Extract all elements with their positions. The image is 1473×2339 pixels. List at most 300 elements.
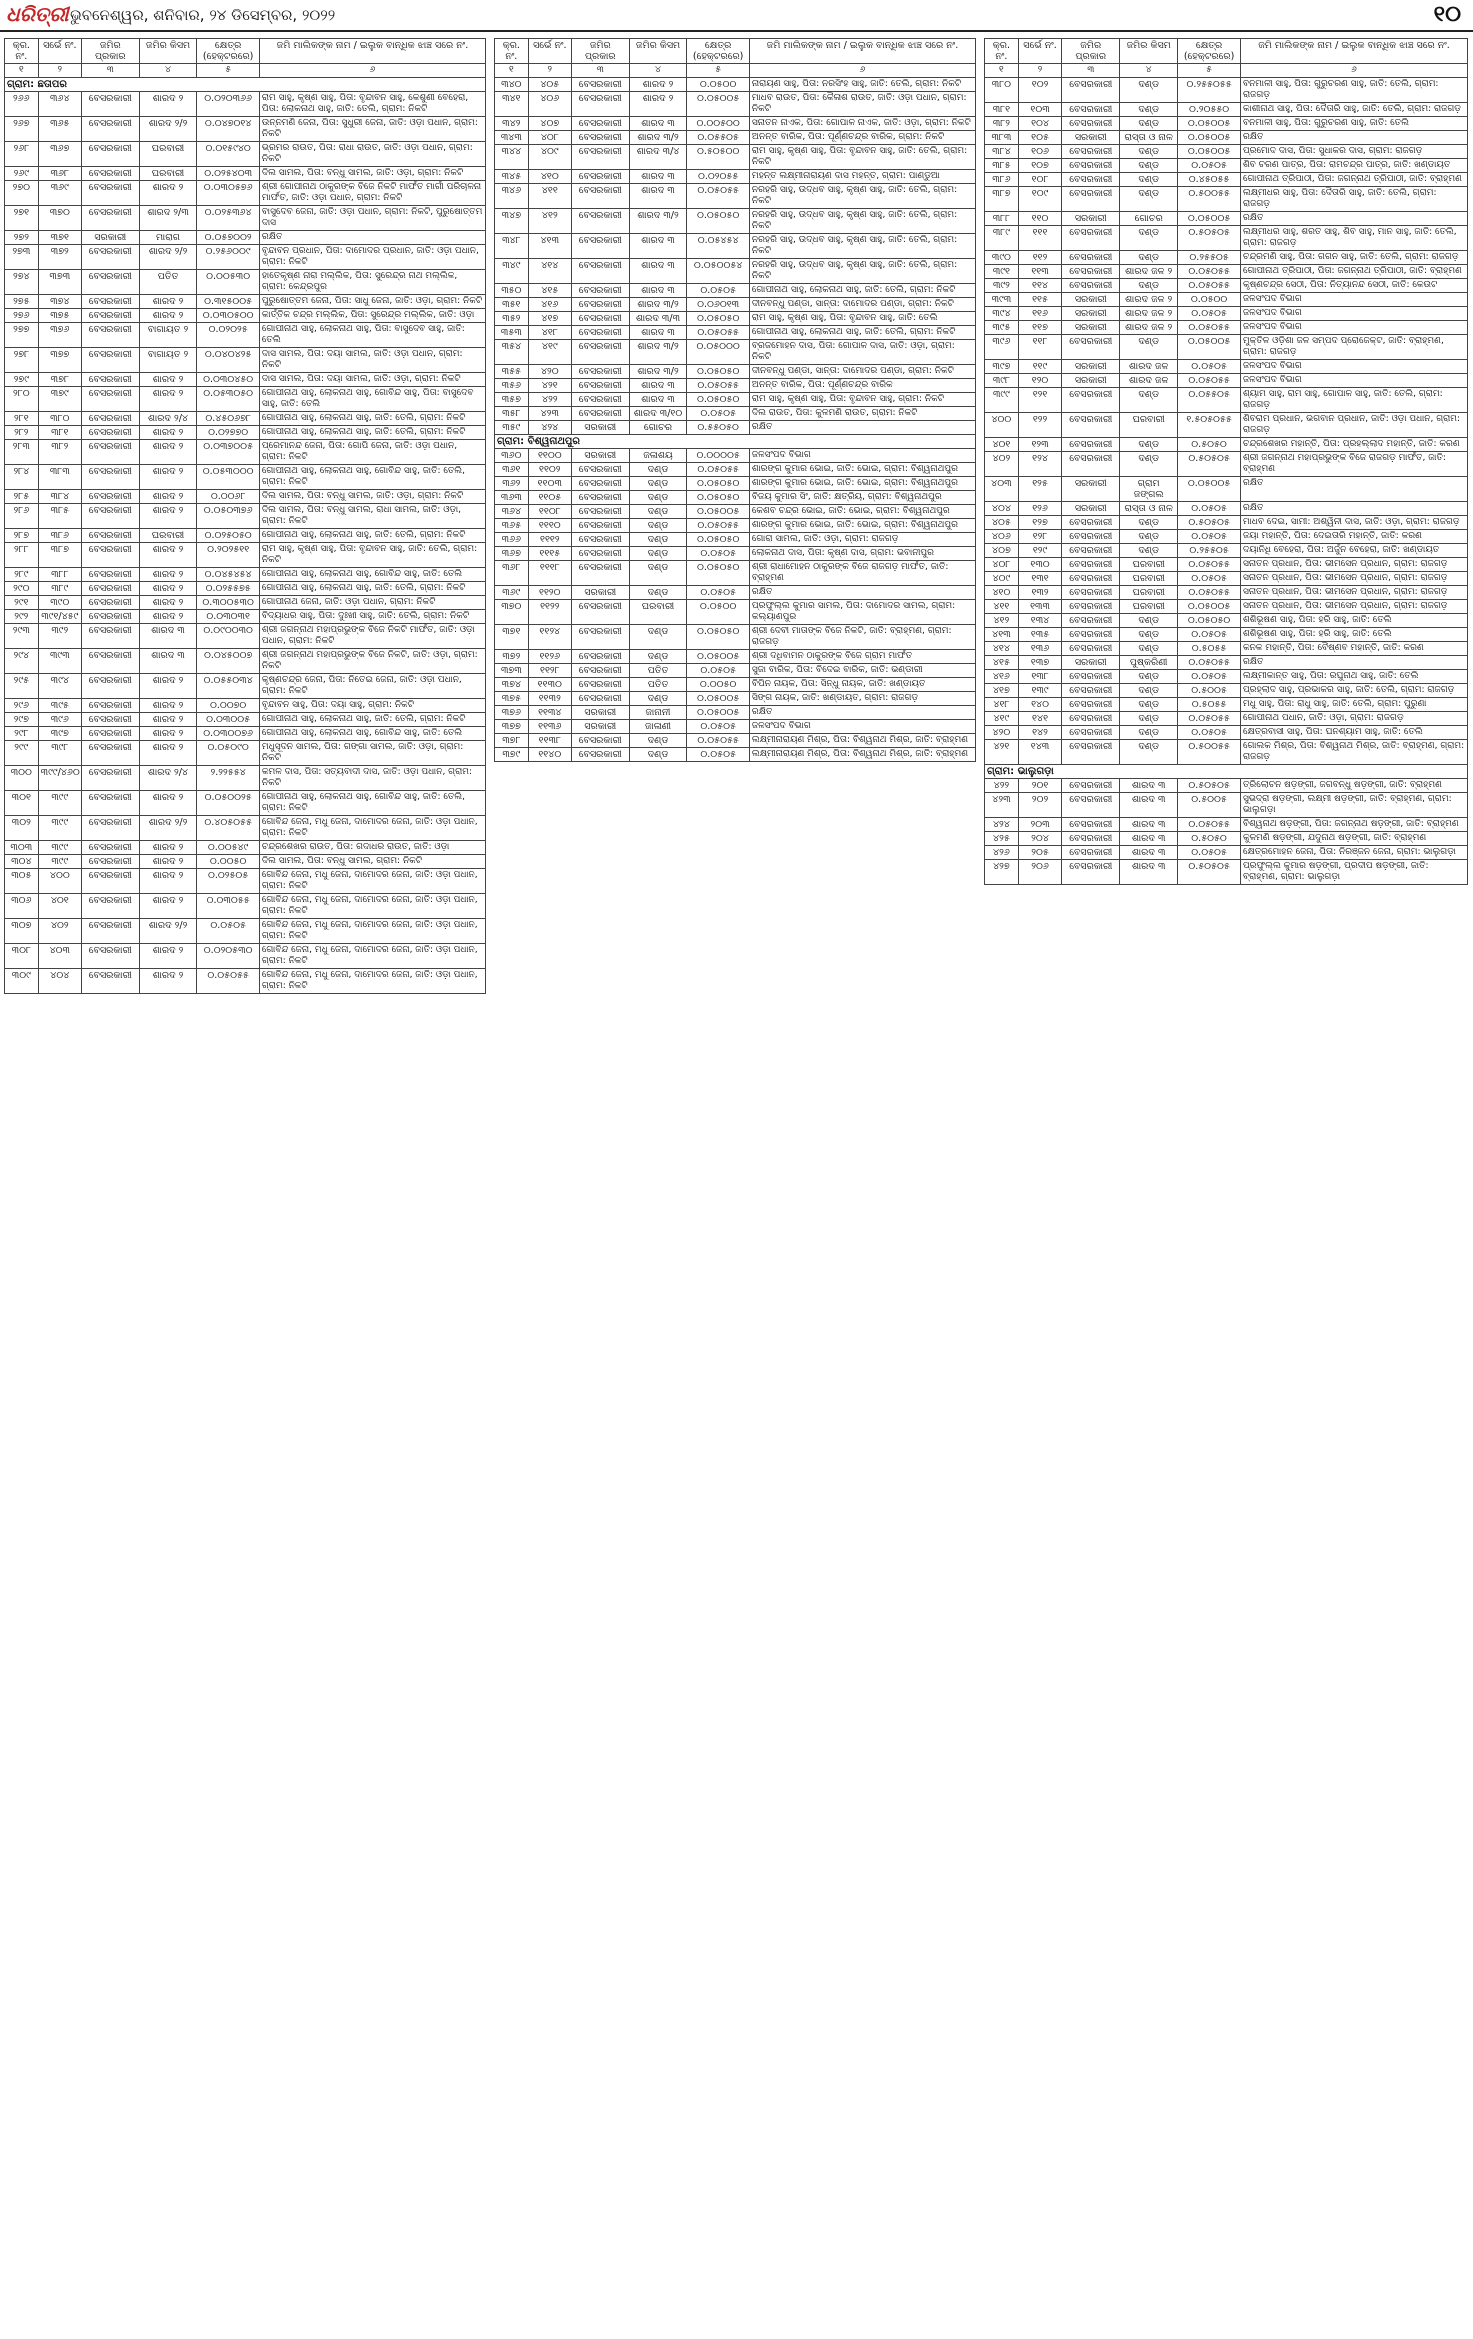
table-cell: ୧୪୨	[1018, 726, 1061, 740]
table-cell: ରାମ ସାହୁ, କୃଷ୍ଣ ସାହୁ, ପିତା: ବୃନ୍ଦାବନ ସାହୁ, ଜାତି: ତେଲି	[749, 312, 975, 326]
table-row	[985, 656, 1468, 670]
table-cell: ୪୧୫	[528, 284, 571, 298]
table-cell: ବାଗାୟତ ୨	[139, 323, 197, 348]
table-cell: ୪୧୩	[985, 628, 1019, 642]
table-cell: ଜାନାନୀ	[629, 706, 687, 720]
table-cell: ଦଣ୍ଡ	[629, 692, 687, 706]
table-cell: ଶାରଦ ୩	[1120, 860, 1178, 885]
table-cell: ୦.୦୫୦୫୫	[687, 463, 750, 477]
table-cell: ଗୋବିନ୍ଦ ଜେନା, ମଧୁ ଜେନା, ଦାମୋଦର ଜେନା, ଜାତି: ଓଡ଼ା ପଧାନ, ଗ୍ରାମ: ନିକଟି	[259, 816, 485, 841]
table-row	[985, 516, 1468, 530]
table-cell: ସରକାରୀ	[81, 231, 139, 245]
column-header: କ୍ଷେତ୍ର (ହେକ୍ଟରରେ)	[197, 39, 260, 64]
table-cell: ଶାରଦ ୩/୨	[629, 365, 687, 379]
table-cell: ବେସରକାରୀ	[81, 944, 139, 969]
table-cell: ୧୩୩	[1018, 600, 1061, 614]
table-row	[495, 734, 976, 748]
table-row	[495, 284, 976, 298]
table-cell: ୦.୦୩୦୫୭୬	[197, 181, 260, 206]
table-cell: କ୍ଷେତ୍ରବାସୀ ସାହୁ, ପିତା: ଘନଶ୍ୟାମ ସାହୁ, ଜାତି: ତେଲି	[1240, 726, 1467, 740]
table-cell: ଗ୍ରାମ ଜଙ୍ଗଲ	[1120, 477, 1178, 502]
table-cell: ଶାରଦ ୨	[139, 841, 197, 855]
table-cell: ଦଣ୍ଡ	[1120, 614, 1178, 628]
table-cell: ୩୭୦	[495, 600, 529, 625]
table-cell: ପୁରୁଷୋତ୍ତମ ଜେନା, ପିତା: ସାଧୁ ଜେନା, ଜାତି: ଓଡ଼ା, ଗ୍ରାମ: ନିକଟି	[259, 295, 485, 309]
table-cell: ଶାରଦ ୨	[139, 727, 197, 741]
column-number: ୧	[5, 64, 39, 78]
table-cell: ବେସରକାରୀ	[1062, 558, 1120, 572]
table-row	[5, 348, 486, 373]
table-cell: ଶଶିଭୂଷଣ ସାହୁ, ପିତା: ହରି ସାହୁ, ଜାତି: ତେଲି	[1240, 628, 1467, 642]
table-cell: ୦.୦୫୦୦୫	[1178, 212, 1241, 226]
table-cell: ୪୧୦	[528, 170, 571, 184]
table-cell: ବେସରକାରୀ	[571, 664, 629, 678]
table-cell: ୨୯୨	[5, 610, 39, 624]
table-cell: ୪୧୭	[985, 684, 1019, 698]
village-name: ଗ୍ରାମ: ବିଶ୍ୱନାଥପୁର	[495, 435, 976, 449]
table-row	[495, 491, 976, 505]
table-row	[985, 187, 1468, 212]
table-row	[495, 720, 976, 734]
table-cell: ଲକ୍ଷ୍ମୀଧର ସାହୁ, ପିତା: ଦୈତାରି ସାହୁ, ଜାତି: ତେଲି, ଗ୍ରାମ: ରାଜଗଡ଼	[1240, 187, 1467, 212]
table-cell: ୦.୨୫୫୦୫	[1178, 544, 1241, 558]
table-row	[985, 413, 1468, 438]
table-cell: ୪୨୩	[528, 407, 571, 421]
table-row	[5, 529, 486, 543]
table-cell: ୧୨୧	[1018, 388, 1061, 413]
table-cell: ୩୭୩	[38, 270, 81, 295]
table-cell: ଶଶିଭୂଷଣ ସାହୁ, ପିତା: ହରି ସାହୁ, ଜାତି: ତେଲି	[1240, 614, 1467, 628]
table-cell: ୦.୫୦୫୦	[1178, 438, 1241, 452]
table-cell: ୦.୦୫୦୫	[1178, 502, 1241, 516]
table-cell: ୧୧୯	[1018, 360, 1061, 374]
table-cell: ୦.୦୫୦୫	[1178, 670, 1241, 684]
table-cell: ଶାରଦ ଜଳ	[1120, 374, 1178, 388]
column-number: ୫	[1178, 64, 1241, 78]
table-cell: ବେସରକାରୀ	[81, 504, 139, 529]
table-cell: ବେସରକାରୀ	[81, 323, 139, 348]
table-cell: ଅନନ୍ତ ବାରିକ, ପିତା: ପୂର୍ଣ୍ଣଚନ୍ଦ୍ର ବାରିକ	[749, 379, 975, 393]
table-row	[5, 142, 486, 167]
table-cell: ଦଣ୍ଡ	[1120, 530, 1178, 544]
table-cell: ୩୬୮	[38, 167, 81, 181]
table-cell: ୧୧୦୩	[528, 477, 571, 491]
table-row	[495, 92, 976, 117]
table-cell: ଦୀନବନ୍ଧୁ ପଣ୍ଡା, ସାନ୍ତା: ଦାମୋଦର ପଣ୍ଡା, ଗ୍ରାମ: ନିକଟି	[749, 365, 975, 379]
table-cell: ଶ୍ରୀ ଗୋପୀନାଥ ଠାକୁରଙ୍କ ବିଜେ ନିକଟି ମାର୍ଫତ ମାର୍ଗୀ ପରିଚାଳନା ମାର୍ଫତ, ଜାତି: ଓଡ଼ା ପଧାନ, ଗ୍ରାମ: ନିକଟି	[259, 181, 485, 206]
table-cell: ତ୍ରିଲୋଚନ ଷଡ଼ଙ୍ଗୀ, ଜଗବନ୍ଧୁ ଷଡ଼ଙ୍ଗୀ, ଜାତି: ବ୍ରାହ୍ମଣ	[1240, 779, 1467, 793]
table-cell: ୩୯୪	[985, 307, 1019, 321]
table-cell: ରକ୍ଷିତ	[1240, 656, 1467, 670]
table-cell: ୦.୦୫୦୯୦	[197, 741, 260, 766]
table-cell: ୨୭୭	[5, 323, 39, 348]
table-cell: ସନାତନ ପ୍ରଧାନ, ପିତା: ଭୀମସେନ ପ୍ରଧାନ, ଗ୍ରାମ: ରାଜଗଡ଼	[1240, 572, 1467, 586]
table-cell: ରାମ ସାହୁ, କୃଷ୍ଣ ସାହୁ, ପିତା: ବୃନ୍ଦାବନ ସାହୁ, ଗ୍ରାମ: ନିକଟି	[749, 393, 975, 407]
table-cell: ୧୦୫	[1018, 131, 1061, 145]
table-cell: ୦.୦୫୦୦୨୫	[197, 791, 260, 816]
table-cell: ଶାରଦ ୨	[139, 309, 197, 323]
table-row	[5, 295, 486, 309]
table-cell: ୦.୨୦୫୫୦	[1178, 103, 1241, 117]
table-row	[985, 251, 1468, 265]
column-header: ଜମିର କିସମ	[629, 39, 687, 64]
table-cell: ୧୧୬	[1018, 307, 1061, 321]
table-cell: ୦.୦୫୦୦୫	[687, 650, 750, 664]
column-number: ୩	[1062, 64, 1120, 78]
table-cell: ବେସରକାରୀ	[81, 142, 139, 167]
table-cell: ୦.୫୦୦୫	[1178, 793, 1241, 818]
table-cell: ୪୦୩	[38, 944, 81, 969]
table-cell: ଶ୍ରୀ ଜଗନ୍ନାଥ ମହାପ୍ରଭୁଙ୍କ ବିଜେ ରାଜଗଡ଼ ମାର୍ଫତ, ଜାତି: ବ୍ରାହ୍ମଣ	[1240, 452, 1467, 477]
table-cell: ସରକାରୀ	[571, 421, 629, 435]
table-cell: ୧୧୦୫	[528, 491, 571, 505]
table-cell: ଲକ୍ଷ୍ମୀକାନ୍ତ ସାହୁ, ପିତା: ରଘୁନାଥ ସାହୁ, ଜାତି: ତେଲି	[1240, 670, 1467, 684]
table-cell: ୧.୫୦୫୦୫୫	[1178, 413, 1241, 438]
table-cell: ବେସରକାରୀ	[81, 412, 139, 426]
table-row	[5, 465, 486, 490]
table-cell: ୧୧୧୨	[528, 533, 571, 547]
table-cell: ଶାରଦ ୨	[139, 596, 197, 610]
table-cell: ଶାରଙ୍ଗ କୁମାର ଭୋଇ, ଜାତି: ଭୋଇ, ଗ୍ରାମ: ବିଶ୍ୱନାଥପୁର	[749, 463, 975, 477]
table-cell: ୨୦୪	[1018, 832, 1061, 846]
table-cell: ଗୋପୀନାଥ ସାହୁ, ଲୋକନାଥ ସାହୁ, ଜାତି: ତେଲି, ଗ୍ରାମ: ନିକଟି	[749, 326, 975, 340]
table-cell: ବେସରକାରୀ	[571, 533, 629, 547]
table-cell: ୩୬୦	[495, 449, 529, 463]
table-cell: ୪୦୮	[985, 558, 1019, 572]
table-cell: ବେସରକାରୀ	[571, 259, 629, 284]
table-cell: ୦.୪୦୫୦୫୫	[197, 816, 260, 841]
table-cell: ବେସରକାରୀ	[81, 699, 139, 713]
table-cell: ୩୬୫	[495, 519, 529, 533]
table-row	[495, 209, 976, 234]
table-cell: ୧୩୭	[1018, 656, 1061, 670]
table-cell: ୨୭୮	[5, 348, 39, 373]
table-row	[5, 727, 486, 741]
table-cell: ୦.୦୫୦୫୫	[687, 379, 750, 393]
table-cell: ଶାରଦ ୩/୪	[629, 145, 687, 170]
table-cell: କାର୍ତ୍ତିକ ଚନ୍ଦ୍ର ମଲ୍ଲିକ, ପିତା: ସୁରେନ୍ଦ୍ର ମଲ୍ଲିକ, ଜାତି: ଓଡ଼ା	[259, 309, 485, 323]
table-cell: ଦାସ ସାମଲ, ପିତା: ଦୟା ସାମଲ, ଜାତି: ଓଡ଼ା ପଧାନ, ଗ୍ରାମ: ନିକଟି	[259, 348, 485, 373]
table-row	[495, 365, 976, 379]
table-cell: ବାସୁଦେବ ଜେନା, ଜାତି: ଓଡ଼ା ପଧାନ, ଗ୍ରାମ: ନିକଟି, ପୁରୁଷୋତ୍ତମ ଦାସ	[259, 206, 485, 231]
table-row	[5, 245, 486, 270]
table-row	[985, 846, 1468, 860]
land-schedule-table	[494, 38, 976, 762]
table-cell: ୦.୦୦୫୦୦	[687, 117, 750, 131]
table-cell: ଶାରଦ ୨	[139, 373, 197, 387]
table-cell: ଗୋପୀନାଥ ସାହୁ, ଲୋକନାଥ ସାହୁ, ଗୋବିନ୍ଦ ସାହୁ, ପିତା: ବାସୁଦେବ ସାହୁ, ଜାତି: ତେଲି	[259, 387, 485, 412]
table-cell: ବେସରକାରୀ	[1062, 516, 1120, 530]
table-cell: ୩୬୩	[495, 491, 529, 505]
table-cell: ୩୮୧	[38, 426, 81, 440]
table-cell: ୪୦୪	[985, 502, 1019, 516]
table-cell: ବେସରକାରୀ	[571, 600, 629, 625]
table-cell: ବେସରକାରୀ	[81, 766, 139, 791]
table-cell: ୧୩୬	[1018, 642, 1061, 656]
table-cell: ଦଣ୍ଡ	[1120, 726, 1178, 740]
table-cell: ବେସରକାରୀ	[571, 393, 629, 407]
table-cell: ପୁଷ୍କରିଣୀ	[1120, 656, 1178, 670]
table-cell: ୩୦୪	[5, 855, 39, 869]
table-cell: ପତିତ	[629, 678, 687, 692]
table-cell: ୪୦୯	[985, 572, 1019, 586]
table-cell: ଦିଲ ରାଉତ, ପିତା: କୁଳମଣି ରାଉତ, ଗ୍ରାମ: ନିକଟି	[749, 407, 975, 421]
table-cell: ୩୬୮	[495, 561, 529, 586]
table-row	[5, 181, 486, 206]
table-cell: ୪୨୨	[528, 393, 571, 407]
table-row	[495, 678, 976, 692]
table-cell: ବେସରକାରୀ	[81, 206, 139, 231]
table-cell: ରକ୍ଷିତ	[1240, 477, 1467, 502]
table-cell: ୩୯୩	[985, 293, 1019, 307]
table-cell: ଗୋବିନ୍ଦ ଜେନା, ମଧୁ ଜେନା, ଦାମୋଦର ଜେନା, ଜାତି: ଓଡ଼ା ପଧାନ, ଗ୍ରାମ: ନିକଟି	[259, 894, 485, 919]
table-cell: ବେସରକାରୀ	[81, 309, 139, 323]
table-cell: ବେସରକାରୀ	[81, 624, 139, 649]
table-row	[5, 766, 486, 791]
table-row	[5, 596, 486, 610]
table-cell: ୧୧୩୦	[528, 678, 571, 692]
table-cell: ସନାତନ ପ୍ରଧାନ, ପିତା: ଭୀମସେନ ପ୍ରଧାନ, ଗ୍ରାମ: ରାଜଗଡ଼	[1240, 558, 1467, 572]
table-row	[495, 463, 976, 477]
village-heading-row	[495, 435, 976, 449]
table-row	[495, 393, 976, 407]
table-cell: ବେସରକାରୀ	[81, 92, 139, 117]
table-cell: ବେସରକାରୀ	[1062, 159, 1120, 173]
table-cell: ରକ୍ଷିତ	[749, 706, 975, 720]
table-cell: ୩୮୦	[38, 412, 81, 426]
table-cell: ବେସରକାରୀ	[571, 184, 629, 209]
table-row	[495, 407, 976, 421]
table-cell: ବେସରକାରୀ	[81, 490, 139, 504]
table-cell: ବେସରକାରୀ	[1062, 544, 1120, 558]
table-row	[495, 748, 976, 762]
table-cell: ୨୭୩	[5, 245, 39, 270]
table-cell: ୩୦୦	[5, 766, 39, 791]
table-cell: ଶାରଦ ୨	[139, 490, 197, 504]
table-cell: କନକ ମହାନ୍ତି, ପିତା: ବୈଷ୍ଣବ ମହାନ୍ତି, ଜାତି: କରଣ	[1240, 642, 1467, 656]
table-cell: ବେସରକାରୀ	[1062, 600, 1120, 614]
column-header: ଜମିର ପ୍ରକାର	[1062, 39, 1120, 64]
table-cell: ଗୋପୀନାଥ ସାହୁ, ଲୋକନାଥ ସାହୁ, ଜାତି: ତେଲି, ଗ୍ରାମ: ନିକଟି	[259, 412, 485, 426]
table-cell: ୩୦୫	[5, 869, 39, 894]
table-cell: ଶାରଦ ୩/୨	[629, 340, 687, 365]
table-cell: ଶାରଦ ୨	[139, 582, 197, 596]
table-cell: ଶାରଦ ୩	[629, 326, 687, 340]
table-cell: ୦.୦୩୦୩୧	[197, 610, 260, 624]
table-cell: ୩୯୭	[985, 360, 1019, 374]
table-cell: ବେସରକାରୀ	[1062, 279, 1120, 293]
table-cell: ଦଣ୍ଡ	[1120, 145, 1178, 159]
table-row	[985, 212, 1468, 226]
table-row	[985, 586, 1468, 600]
table-row	[5, 412, 486, 426]
table-cell: ଜଳସଂପଦ ବିଭାଗ	[1240, 374, 1467, 388]
table-cell: ବୃନ୍ଦାବନ ସାହୁ, ପିତା: ଦୟା ସାହୁ, ଗ୍ରାମ: ନିକଟି	[259, 699, 485, 713]
table-cell: ୦.୦୫୪୫୪	[687, 234, 750, 259]
table-cell: ୧୦୨	[1018, 78, 1061, 103]
table-cell: ବେସରକାରୀ	[1062, 684, 1120, 698]
table-cell: ୩୮୮	[985, 212, 1019, 226]
table-cell: ବେସରକାରୀ	[81, 270, 139, 295]
table-row	[985, 388, 1468, 413]
table-cell: ୩୪୭	[495, 209, 529, 234]
table-row	[5, 309, 486, 323]
table-cell: ୦.୦୨୫୦୫୦	[197, 529, 260, 543]
table-cell: ଦଣ୍ଡ	[1120, 684, 1178, 698]
table-row	[985, 477, 1468, 502]
table-row	[495, 692, 976, 706]
table-cell: ବେସରକାରୀ	[81, 373, 139, 387]
table-cell: ବାଗାୟତ ୨	[139, 348, 197, 373]
table-cell: ୪୧୩	[528, 234, 571, 259]
table-cell: ବେସରକାରୀ	[1062, 265, 1120, 279]
table-cell: ୪୦୩	[985, 477, 1019, 502]
table-cell: ଗୋପୀନାଥ ପଧାନ, ଜାତି: ଓଡ଼ା, ଗ୍ରାମ: ରାଜଗଡ଼	[1240, 712, 1467, 726]
table-cell: ୦.୦୫୦୫	[1178, 159, 1241, 173]
table-cell: ସରକାରୀ	[1062, 360, 1120, 374]
table-cell: ଶାରଦ ୨	[139, 181, 197, 206]
table-row	[985, 293, 1468, 307]
table-cell: ଦଣ୍ଡ	[1120, 698, 1178, 712]
table-cell: ଦଣ୍ଡ	[629, 547, 687, 561]
table-cell: ଦଣ୍ଡ	[629, 586, 687, 600]
table-cell: ୪୧୨	[985, 614, 1019, 628]
table-cell: ସରକାରୀ	[1062, 502, 1120, 516]
column-header: କ୍ଷେତ୍ର (ହେକ୍ଟରରେ)	[687, 39, 750, 64]
page-number: ୧୦	[1433, 2, 1461, 27]
table-cell: ୩୪୩	[495, 131, 529, 145]
table-cell: ୧୩୫	[1018, 628, 1061, 642]
table-cell: ୩୮୫	[38, 504, 81, 529]
table-row	[495, 259, 976, 284]
table-cell: କାଶୀନାଥ ସାହୁ, ପିତା: ଦୈତାରି ସାହୁ, ଜାତି: ତେଲି, ଗ୍ରାମ: ରାଜଗଡ଼	[1240, 103, 1467, 117]
table-row	[985, 279, 1468, 293]
table-cell: ୦.୦୫୦୫୫	[1178, 558, 1241, 572]
table-cell: ୦.୦୫୦୫	[197, 919, 260, 944]
table-cell: ଦଣ୍ଡ	[1120, 740, 1178, 765]
table-cell: ବେସରକାରୀ	[81, 855, 139, 869]
table-cell: ବେସରକାରୀ	[571, 379, 629, 393]
table-cell: ଦଣ୍ଡ	[1120, 78, 1178, 103]
table-cell: ୧୦୮	[1018, 173, 1061, 187]
table-row	[985, 226, 1468, 251]
table-cell: ସୁଭଦ୍ରା ଷଡ଼ଙ୍ଗୀ, ଲକ୍ଷ୍ମୀ ଷଡ଼ଙ୍ଗୀ, ଜାତି: ବ୍ରାହ୍ମଣ, ଗ୍ରାମ: ଭାଲୁଗଡ଼ା	[1240, 793, 1467, 818]
table-cell: ଶାରଦ ୨	[139, 969, 197, 994]
table-row	[495, 78, 976, 92]
table-cell: ୩୬୯	[495, 586, 529, 600]
table-cell: ୦.୦୫୦୦୫	[687, 92, 750, 117]
table-cell: ୩୮୪	[985, 145, 1019, 159]
table-cell: ୧୩୯	[1018, 684, 1061, 698]
table-cell: ୧୧୨୪	[528, 625, 571, 650]
table-cell: ୦.୫୦୦୫	[1178, 684, 1241, 698]
table-cell: ୨୦୬	[1018, 860, 1061, 885]
table-cell: ବେସରକାରୀ	[81, 582, 139, 596]
table-cell: ୨୮୪	[5, 465, 39, 490]
table-cell: ରାସ୍ତା ଓ ନାଳ	[1120, 131, 1178, 145]
table-cell: ୦.୫୦୫୦୦	[687, 145, 750, 170]
table-cell: ୨୯୪	[5, 649, 39, 674]
table-cell: ବେସରକାରୀ	[1062, 103, 1120, 117]
table-cell: ୨.୨୨୫୫୪	[197, 766, 260, 791]
table-cell: ଗୋପୀନାଥ ସାହୁ, ଲୋକନାଥ ସାହୁ, ଗୋବିନ୍ଦ ସାହୁ, ଜାତି: ତେଲି	[259, 727, 485, 741]
table-cell: ଲକ୍ଷ୍ମୀନାରାୟଣ ମିଶ୍ର, ପିତା: ବିଶ୍ୱନାଥ ମିଶ୍ର, ଜାତି: ବ୍ରାହ୍ମଣ	[749, 748, 975, 762]
table-cell: ୧୨୨	[1018, 413, 1061, 438]
table-cell: ୩୫୨	[495, 312, 529, 326]
table-cell: ବେସରକାରୀ	[571, 561, 629, 586]
table-cell: ଦଣ୍ଡ	[629, 625, 687, 650]
column-number: ୧	[495, 64, 529, 78]
column-header: ଜମିର ପ୍ରକାର	[571, 39, 629, 64]
table-row	[985, 374, 1468, 388]
table-cell: ଜଳସଂପଦ ବିଭାଗ	[749, 720, 975, 734]
table-cell: ୦.୩୧୫୦୦୫	[197, 295, 260, 309]
table-row	[495, 379, 976, 393]
table-row	[495, 664, 976, 678]
table-cell: ଦଣ୍ଡ	[1120, 159, 1178, 173]
table-cell: ଦିଲ ସାମଲ, ପିତା: ବନ୍ଧୁ ସାମଲ, ଜାତି: ଓଡ଼ା, ଗ୍ରାମ: ନିକଟି	[259, 490, 485, 504]
table-cell: ୦.୦୫୦୫୦	[687, 209, 750, 234]
table-row	[5, 869, 486, 894]
table-cell: ଶାରଦ ୩	[629, 379, 687, 393]
table-cell: ୦.୦୦୫୪୯	[197, 841, 260, 855]
table-cell: ପତିତ	[139, 270, 197, 295]
table-cell: ଦଣ୍ଡ	[1120, 544, 1178, 558]
table-row	[985, 117, 1468, 131]
table-cell: ବେସରକାରୀ	[81, 649, 139, 674]
table-cell: ୨୭୦	[5, 181, 39, 206]
table-cell: ୩୮୭	[985, 187, 1019, 212]
table-row	[985, 698, 1468, 712]
table-cell: ୧୧୨୦	[528, 586, 571, 600]
table-cell: ବେସରକାରୀ	[571, 131, 629, 145]
table-cell: ବେସରକାରୀ	[571, 298, 629, 312]
table-row	[985, 131, 1468, 145]
table-cell: ୦.୦୨୦୫୩୦	[197, 944, 260, 969]
table-row	[985, 779, 1468, 793]
table-cell: ୦.୦୨୫୪୦୩	[197, 167, 260, 181]
table-cell: ସରକାରୀ	[1062, 307, 1120, 321]
table-cell: ବେସରକାରୀ	[571, 340, 629, 365]
table-cell: ଶାରଦ ୨/୩	[139, 206, 197, 231]
table-cell: ବେସରକାରୀ	[81, 426, 139, 440]
table-cell: ୩୯୯	[985, 388, 1019, 413]
table-cell: ବେସରକାରୀ	[571, 92, 629, 117]
column-header: ସର୍ଭେ ନଂ.	[1018, 39, 1061, 64]
table-cell: ୦.୦୩୦୦୭୬	[197, 727, 260, 741]
table-cell: ଶାରଦ ୨	[139, 387, 197, 412]
table-cell: ୧୧୩୬	[528, 720, 571, 734]
table-cell: ବେସରକାରୀ	[1062, 628, 1120, 642]
table-cell: ୨୭୬	[5, 309, 39, 323]
table-cell: ବେସରକାରୀ	[1062, 173, 1120, 187]
table-cell: ଶାରଦ ୨	[139, 426, 197, 440]
table-cell: ୪୧୪	[528, 259, 571, 284]
table-cell: ୦.୦୫୦୫୦	[687, 393, 750, 407]
table-cell: ଜଳସଂପଦ ବିଭାଗ	[1240, 360, 1467, 374]
table-cell: ୩୭୭	[495, 720, 529, 734]
table-row	[5, 323, 486, 348]
table-row	[985, 600, 1468, 614]
table-cell: ୦.୦୫୦୫୫	[687, 184, 750, 209]
table-cell: ବେସରକାରୀ	[1062, 779, 1120, 793]
table-cell: ଶାରଦ ୩	[1120, 779, 1178, 793]
table-cell: ୦.୦୫୦୫	[687, 407, 750, 421]
table-cell: ୦.୦୫୦୦୫	[1178, 600, 1241, 614]
table-cell: ଶାରଦ ୩/୧୦	[629, 407, 687, 421]
table-cell: ଅନନ୍ତ ବାରିକ, ପିତା: ପୂର୍ଣ୍ଣଚନ୍ଦ୍ର ବାରିକ, ଗ୍ରାମ: ନିକଟି	[749, 131, 975, 145]
table-cell: ୪୦୭	[985, 544, 1019, 558]
